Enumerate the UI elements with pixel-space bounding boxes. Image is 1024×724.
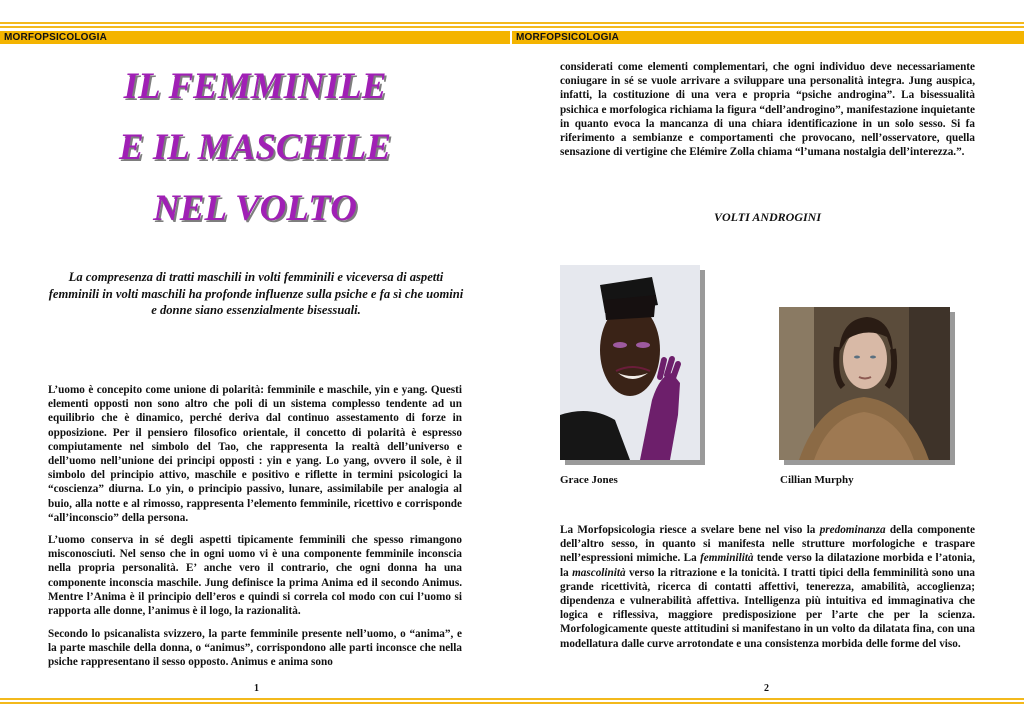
- emphasis-mascolinita: mascolinità: [572, 566, 626, 579]
- caption-photo-1: Grace Jones: [560, 474, 618, 486]
- top-rule-secondary: [0, 26, 1024, 28]
- header-band-left: [0, 31, 510, 44]
- top-rule: [0, 22, 1024, 24]
- portrait-illustration-2: [779, 307, 950, 460]
- page-number-right: 2: [764, 683, 769, 694]
- header-band-right: [512, 31, 1024, 44]
- bottom-rule-secondary: [0, 702, 1024, 704]
- header-label-left: MORFOPSICOLOGIA: [4, 32, 107, 43]
- text-run: La Morfopsicologia riesce a svelare bene nel viso la: [560, 524, 820, 536]
- emphasis-predominanza: predominanza: [819, 524, 886, 536]
- emphasis-femminilita: femminilità: [700, 552, 754, 565]
- section-heading: VOLTI ANDROGINI: [713, 210, 821, 224]
- body-paragraph-3: Secondo lo psicanalista svizzero, la parte femminile presente nell’uomo, o “anima”, e la parte maschile della donna, o “animus”, corrispondono alle parti inconsce che nella psiche rappresentano il sesso opposto. Animus e anima sono: [48, 628, 462, 669]
- body-paragraph-2: L’uomo conserva in sé degli aspetti tipicamente femminili che spesso rimangono misconosciuti. Nel senso che in ogni uomo vi è una componente femminile inconscia nella propria personalità. E’ anche vero il contrario, che ogni donna ha una componente inconscia maschile. Jung definisce la prima Anima ed il secondo Animus. Mentre l’Anima è il principio dell’eros e quindi si correla col modo con cui l’uomo si rapporta alle donne, l’animus è il logo, la razionalità.: [48, 534, 462, 618]
- title-line-3: NEL VOLTO: [153, 188, 357, 229]
- body-paragraph-4: considerati come elementi complementari, che ogni individuo deve necessariamente coniugare in sé se vuole arrivare a sviluppare una personalità integra. Jung auspica, infatti, la costituzione di una vera e propria “psiche androgina”. La bisessualità psichica e morfologica richiama la figura “dell’androgino”, manifestazione inquietante in quanto evoca la mancanza di una chiara identificazione in un solo sesso. Si fa riferimento a sembianze e comportamenti che provocano, nell’osservatore, quella sensazione di vertigine che Elémire Zolla chiama “l’umana nostalgia dell’interezza.”.: [560, 61, 975, 159]
- body-paragraph-5: [560, 523, 975, 651]
- text-run: tende verso la dilatazione morbida e l’atonia, la: [560, 552, 975, 579]
- text-run: verso la ritrazione e la tonicità. I tratti tipici della femminilità sono una grande ricettività, ricerca di contatti affettivi, tenerezza, amabilità, accoglienza; dipendenza e vulnerabilità affettiva. Intelligenza più intuitiva ed immaginativa che logica e riflessiva, maggiore predisposizione per l’arte che per la scienza. Morfologicamente queste attitudini si manifestano in un volto da dilatata fina, con una modellatura dalle curve arrotondate e una consistenza morbida delle forme del viso.: [560, 566, 976, 650]
- title-line-2: E IL MASCHILE: [118, 127, 392, 168]
- text-run: della componente dell’altro sesso, in quanto si manifesta nelle strutture morfologiche e traspare nell’espressioni mimiche. La: [560, 524, 975, 565]
- photo-cillian-murphy: [779, 307, 950, 460]
- title-line-1: IL FEMMINILE: [123, 66, 387, 107]
- portrait-illustration-1: [560, 265, 700, 460]
- lead-paragraph: La compresenza di tratti maschili in volti femminili e viceversa di aspetti femminili in volti maschili ha profonde influenze sulla psiche e fa sì che uomini e donne siano essenzialmente bisessuali.: [48, 270, 464, 317]
- body-paragraph-1: L’uomo è concepito come unione di polarità: femminile e maschile, yin e yang. Questi elementi opposti non sono altro che poli di un sistema complesso tendente ad un equilibrio che è dinamico, perché deriva dal continuo assestamento di forze in opposizione. Per il pensiero filosofico orientale, il concetto di polarità è espresso compiutamente nel simbolo del Tao, che rappresenta la realtà dell’universo e dell’uomo nell’unione dei principi opposti : yin e yang. Lo yang, ovvero il sole, è il simbolo del principio attivo, maschile e positivo e riflette in termini psicologici la “coscienza” diurna. Lo yin, o principio passivo, lunare, assimilabile per analogia al buio, alla notte e al rimosso, rappresenta l’elemento femminile, ricettivo e corrisponde “all’inconscio” della persona.: [48, 384, 462, 524]
- header-label-right: MORFOPSICOLOGIA: [516, 32, 619, 43]
- page-number-left: 1: [254, 683, 259, 694]
- photo-grace-jones: [560, 265, 700, 460]
- caption-photo-2: Cillian Murphy: [780, 474, 854, 486]
- bottom-rule: [0, 698, 1024, 700]
